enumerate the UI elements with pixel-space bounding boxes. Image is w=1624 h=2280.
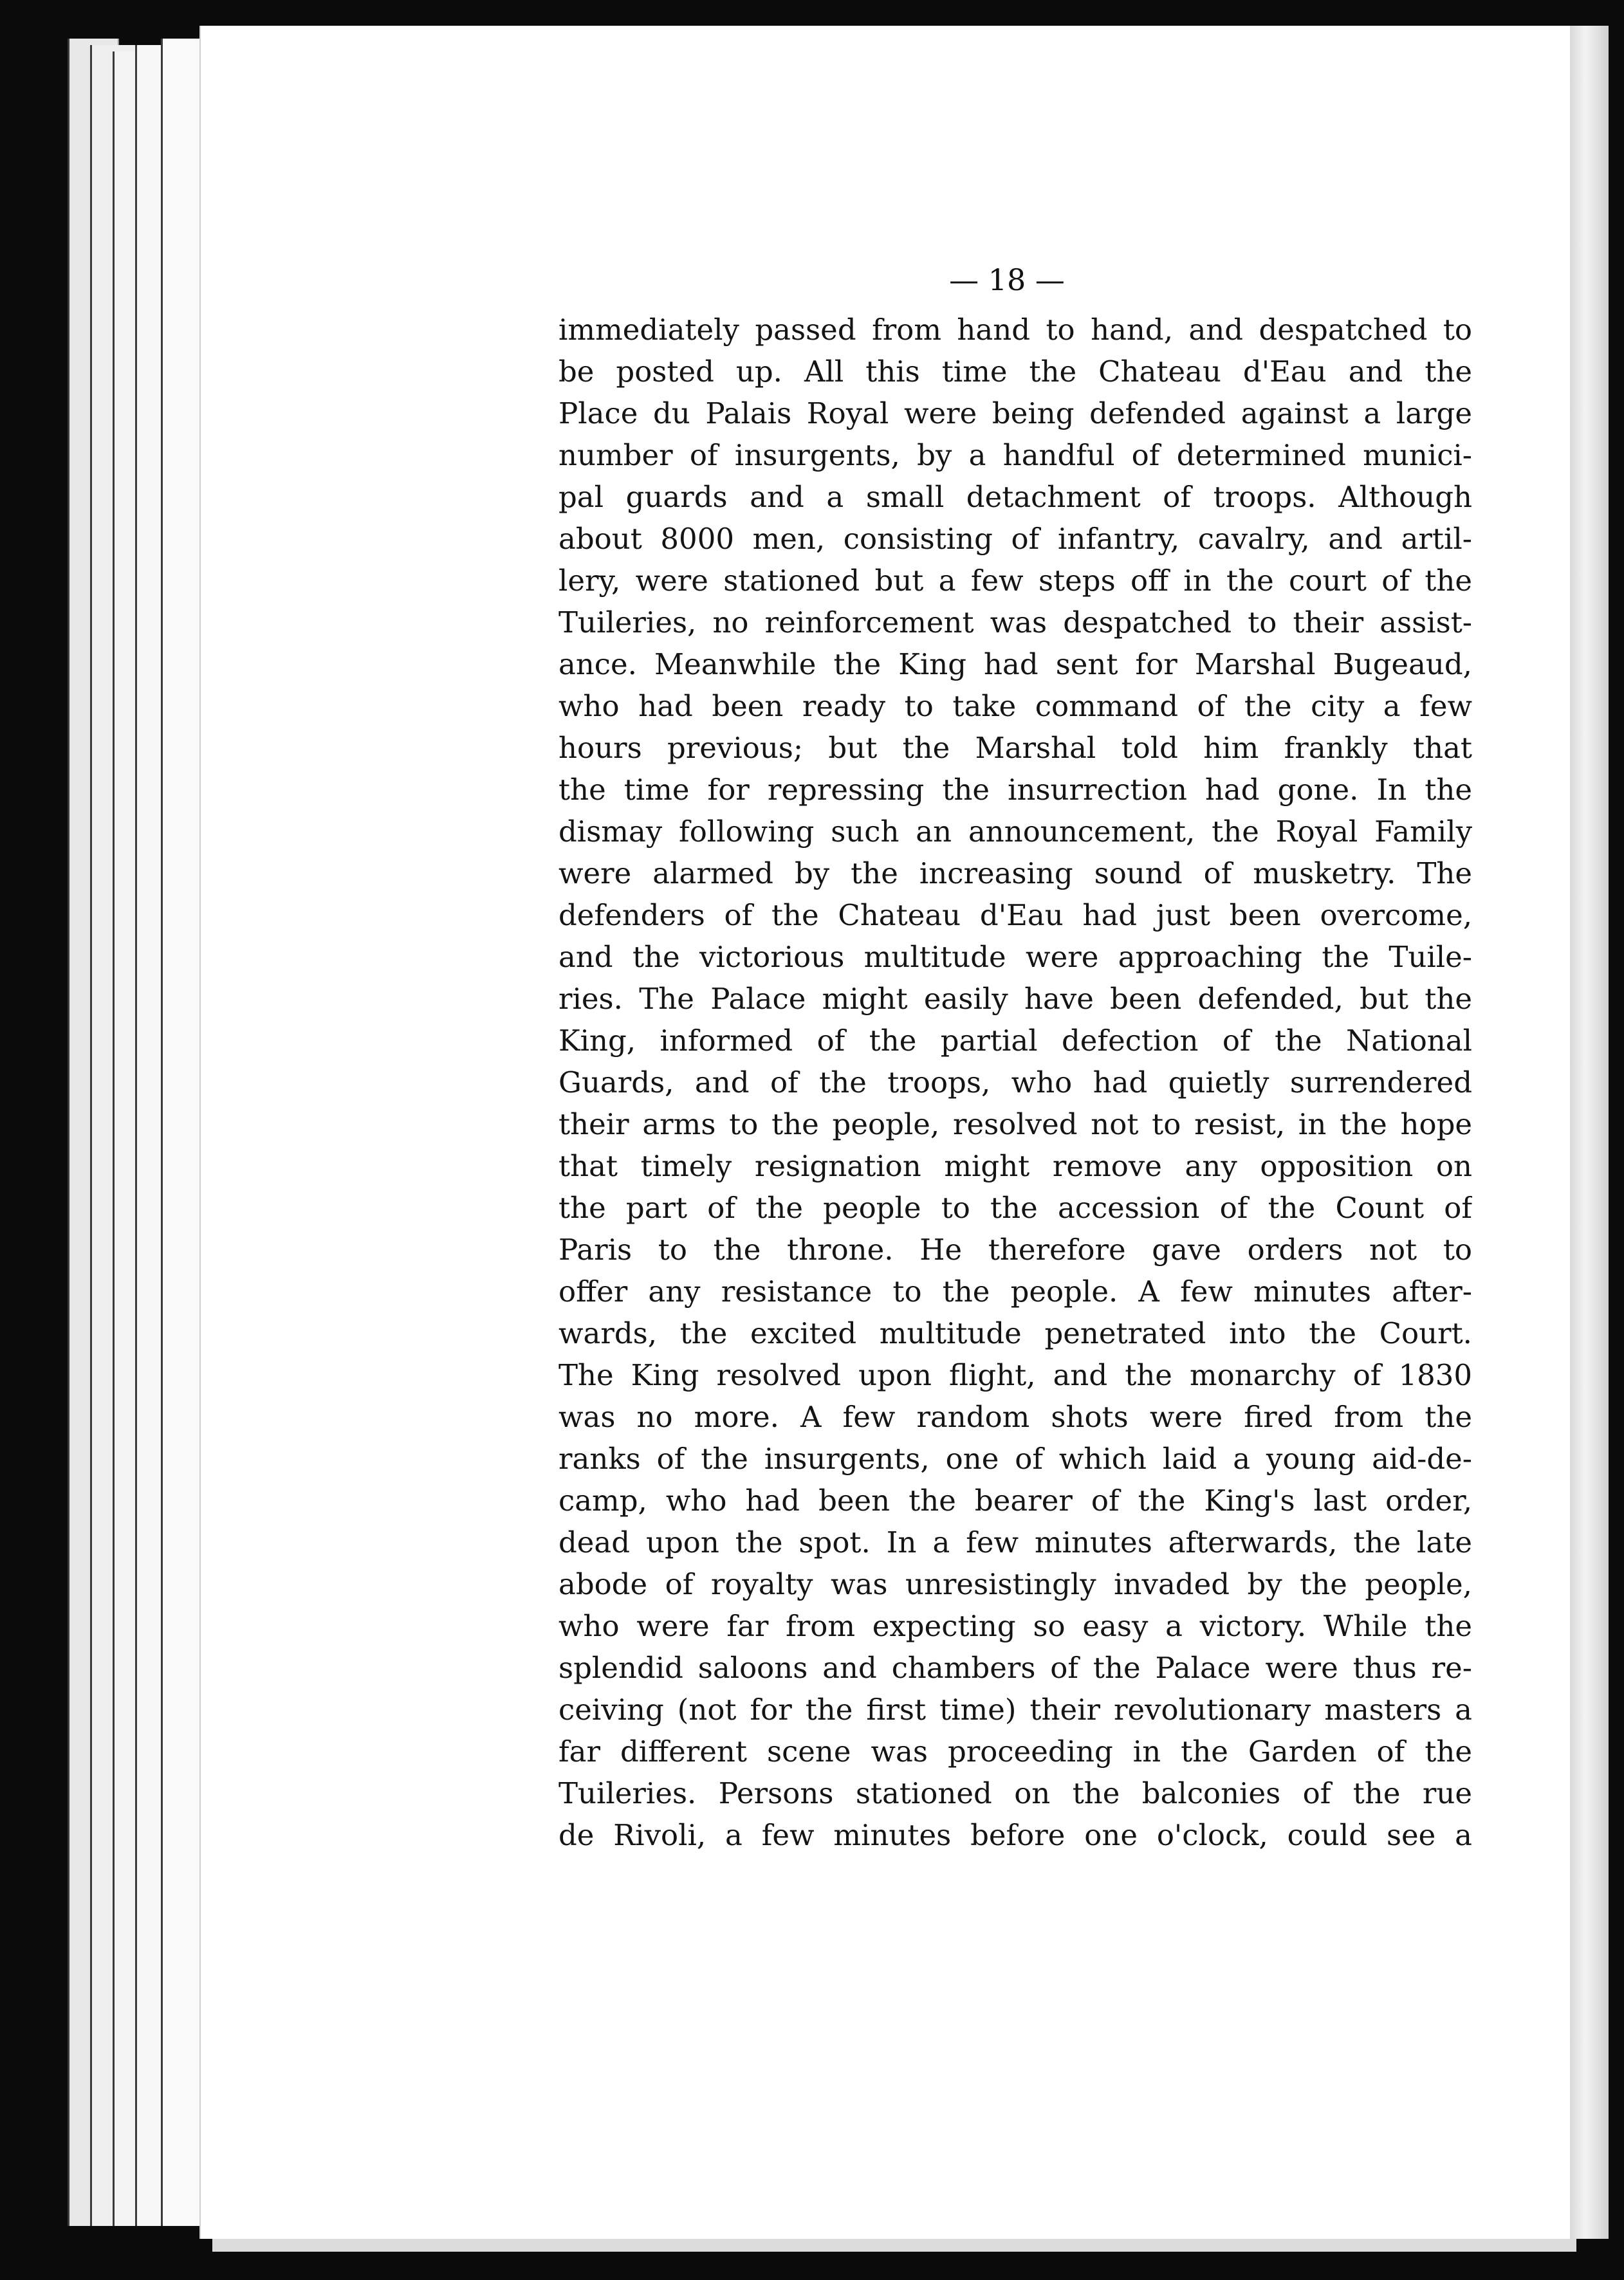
text-line: dead upon the spot. In a few minutes afterwards, the late xyxy=(558,1525,1472,1559)
text-line: was no more. A few random shots were fired from the xyxy=(558,1400,1472,1434)
text-line: be posted up. All this time the Chateau d'Eau and the xyxy=(558,354,1472,389)
page-number: — 18 — xyxy=(949,262,1065,297)
text-line: the time for repressing the insurrection had gone. In the xyxy=(558,773,1472,807)
text-line: camp, who had been the bearer of the King's last order, xyxy=(558,1484,1472,1518)
text-line: that timely resignation might remove any opposition on xyxy=(558,1149,1472,1183)
text-line: ance. Meanwhile the King had sent for Marshal Bugeaud, xyxy=(558,647,1472,681)
text-line: lery, were stationed but a few steps off in the court of the xyxy=(558,564,1472,598)
text-line: ceiving (not for the first time) their revolutionary masters a xyxy=(558,1693,1472,1727)
text-line: de Rivoli, a few minutes before one o'clock, could see a xyxy=(558,1818,1472,1852)
text-line: ries. The Palace might easily have been defended, but the xyxy=(558,982,1472,1016)
text-line: wards, the excited multitude penetrated into the Court. xyxy=(558,1316,1472,1350)
text-line: Tuileries, no reinforcement was despatched to their assist- xyxy=(558,605,1472,639)
text-line: pal guards and a small detachment of troops. Although xyxy=(558,480,1472,514)
text-line: dismay following such an announcement, the Royal Family xyxy=(558,814,1472,849)
text-line: their arms to the people, resolved not to resist, in the hope xyxy=(558,1107,1472,1141)
body-text xyxy=(558,309,1472,1856)
text-line: Paris to the throne. He therefore gave orders not to xyxy=(558,1233,1472,1267)
text-line: splendid saloons and chambers of the Palace were thus re- xyxy=(558,1651,1472,1685)
text-line: Tuileries. Persons stationed on the balconies of the rue xyxy=(558,1776,1472,1810)
text-line: defenders of the Chateau d'Eau had just been overcome, xyxy=(558,898,1472,932)
text-line: the part of the people to the accession of the Count of xyxy=(558,1191,1472,1225)
text-line: were alarmed by the increasing sound of musketry. The xyxy=(558,856,1472,890)
text-line: number of insurgents, by a handful of determined munici- xyxy=(558,438,1472,472)
text-line: abode of royalty was unresistingly invaded by the people, xyxy=(558,1567,1472,1601)
text-line: about 8000 men, consisting of infantry, cavalry, and artil- xyxy=(558,522,1472,556)
text-line: The King resolved upon flight, and the monarchy of 1830 xyxy=(558,1358,1472,1392)
text-line: immediately passed from hand to hand, and despatched to xyxy=(558,313,1472,347)
page-bottom-edge xyxy=(212,2239,1576,2252)
text-line: and the victorious multitude were approaching the Tuile- xyxy=(558,940,1472,974)
text-line: offer any resistance to the people. A few minutes after- xyxy=(558,1274,1472,1309)
page-gutter-shadow xyxy=(1570,26,1609,2239)
text-line: hours previous; but the Marshal told him frankly that xyxy=(558,731,1472,765)
text-line: Guards, and of the troops, who had quietly surrendered xyxy=(558,1065,1472,1099)
text-line: far different scene was proceeding in the Garden of the xyxy=(558,1734,1472,1769)
text-line: King, informed of the partial defection of the National xyxy=(558,1024,1472,1058)
text-line: who were far from expecting so easy a victory. While the xyxy=(558,1609,1472,1643)
text-line: who had been ready to take command of the city a few xyxy=(558,689,1472,723)
text-line: Place du Palais Royal were being defended against a large xyxy=(558,396,1472,430)
text-line: ranks of the insurgents, one of which laid a young aid-de- xyxy=(558,1442,1472,1476)
